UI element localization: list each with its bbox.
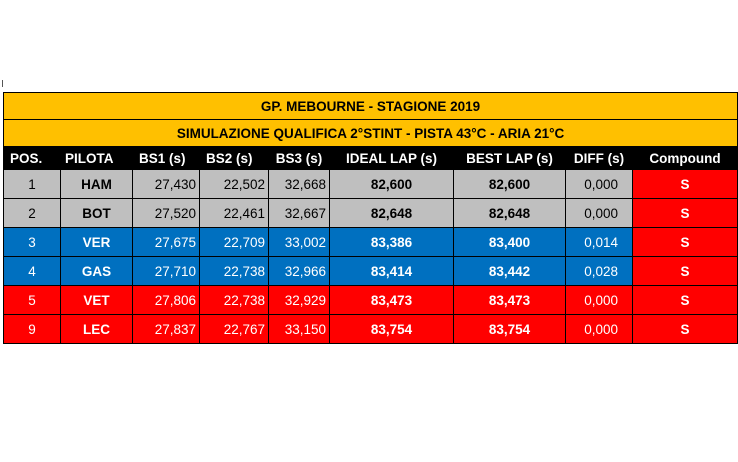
cell-diff: 0,000 — [566, 315, 633, 344]
cell-pos: 4 — [4, 257, 61, 286]
cell-ideal-lap: 83,473 — [330, 286, 454, 315]
cell-bs3: 32,966 — [269, 257, 330, 286]
col-header-best-lap: BEST LAP (s) — [454, 147, 566, 170]
col-header-bs3: BS3 (s) — [269, 147, 330, 170]
cell-ideal-lap: 82,648 — [330, 199, 454, 228]
table-row — [4, 315, 738, 344]
cell-compound: S — [633, 228, 738, 257]
cell-bs1: 27,806 — [133, 286, 200, 315]
cell-ideal-lap: 83,414 — [330, 257, 454, 286]
header-row — [4, 147, 738, 170]
cell-driver: LEC — [61, 315, 133, 344]
cell-bs1: 27,520 — [133, 199, 200, 228]
cell-best-lap: 83,400 — [454, 228, 566, 257]
col-header-pos: POS. — [4, 147, 61, 170]
col-header-bs2: BS2 (s) — [200, 147, 269, 170]
cell-bs2: 22,738 — [200, 286, 269, 315]
cell-diff: 0,000 — [566, 286, 633, 315]
cell-ideal-lap: 83,754 — [330, 315, 454, 344]
cell-compound: S — [633, 170, 738, 199]
stray-mark — [2, 80, 3, 87]
col-header-diff: DIFF (s) — [566, 147, 633, 170]
cell-diff: 0,014 — [566, 228, 633, 257]
cell-bs2: 22,709 — [200, 228, 269, 257]
cell-bs1: 27,710 — [133, 257, 200, 286]
title-row — [4, 93, 738, 120]
cell-driver: VER — [61, 228, 133, 257]
col-header-bs1: BS1 (s) — [133, 147, 200, 170]
cell-best-lap: 82,600 — [454, 170, 566, 199]
cell-ideal-lap: 82,600 — [330, 170, 454, 199]
cell-diff: 0,028 — [566, 257, 633, 286]
col-header-pilota: PILOTA — [61, 147, 133, 170]
table-row — [4, 199, 738, 228]
table-title: GP. MEBOURNE - STAGIONE 2019 — [4, 93, 738, 120]
cell-bs3: 32,667 — [269, 199, 330, 228]
cell-ideal-lap: 83,386 — [330, 228, 454, 257]
cell-bs1: 27,430 — [133, 170, 200, 199]
cell-bs3: 33,002 — [269, 228, 330, 257]
qualifying-table — [3, 92, 738, 344]
cell-driver: HAM — [61, 170, 133, 199]
cell-diff: 0,000 — [566, 170, 633, 199]
cell-bs3: 32,929 — [269, 286, 330, 315]
cell-bs2: 22,502 — [200, 170, 269, 199]
table-row — [4, 257, 738, 286]
table-row — [4, 170, 738, 199]
cell-pos: 5 — [4, 286, 61, 315]
cell-bs1: 27,675 — [133, 228, 200, 257]
cell-bs3: 32,668 — [269, 170, 330, 199]
cell-bs1: 27,837 — [133, 315, 200, 344]
cell-best-lap: 83,442 — [454, 257, 566, 286]
cell-driver: BOT — [61, 199, 133, 228]
cell-diff: 0,000 — [566, 199, 633, 228]
cell-compound: S — [633, 199, 738, 228]
col-header-compound: Compound — [633, 147, 738, 170]
table-row — [4, 228, 738, 257]
cell-pos: 2 — [4, 199, 61, 228]
cell-pos: 3 — [4, 228, 61, 257]
cell-compound: S — [633, 257, 738, 286]
subtitle-row — [4, 120, 738, 147]
cell-compound: S — [633, 315, 738, 344]
cell-driver: GAS — [61, 257, 133, 286]
cell-bs3: 33,150 — [269, 315, 330, 344]
cell-driver: VET — [61, 286, 133, 315]
col-header-ideal-lap: IDEAL LAP (s) — [330, 147, 454, 170]
cell-pos: 1 — [4, 170, 61, 199]
table-row — [4, 286, 738, 315]
cell-bs2: 22,461 — [200, 199, 269, 228]
cell-best-lap: 83,754 — [454, 315, 566, 344]
cell-bs2: 22,767 — [200, 315, 269, 344]
cell-compound: S — [633, 286, 738, 315]
table-subtitle: SIMULAZIONE QUALIFICA 2°STINT - PISTA 43°C - ARIA 21°C — [4, 120, 738, 147]
cell-pos: 9 — [4, 315, 61, 344]
cell-best-lap: 82,648 — [454, 199, 566, 228]
cell-bs2: 22,738 — [200, 257, 269, 286]
cell-best-lap: 83,473 — [454, 286, 566, 315]
